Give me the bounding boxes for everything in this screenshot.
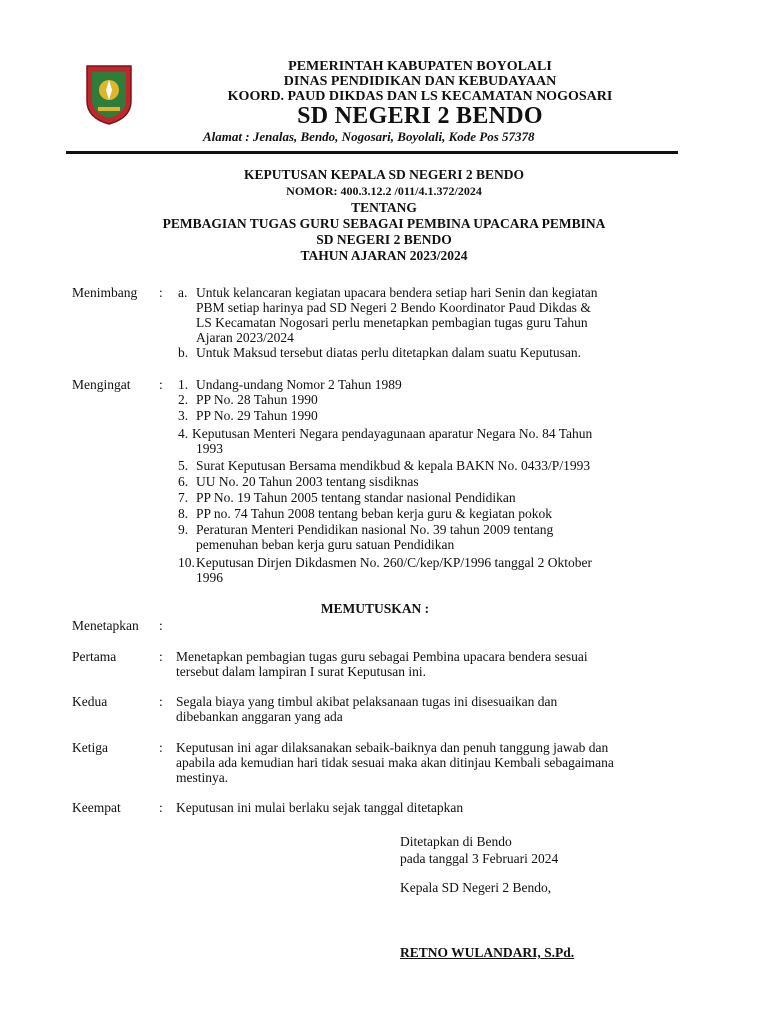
decree-subject: PEMBAGIAN TUGAS GURU SEBAGAI PEMBINA UPACARA PEMBINA: [162, 216, 606, 231]
mengingat-item-3: PP No. 29 Tahun 1990: [196, 408, 318, 423]
mengingat-item-5: Surat Keputusan Bersama mendikbud & kepala BAKN No. 0433/P/1993: [196, 458, 591, 473]
signature-date: pada tanggal 3 Februari 2024: [400, 851, 559, 866]
letterhead-divider: [66, 151, 678, 154]
mengingat-item-9: [196, 522, 658, 552]
menimbang-mark-b: b.: [178, 345, 189, 360]
decision-text-kedua: [176, 694, 698, 724]
text-line: Peraturan Menteri Pendidikan nasional No. 39 tahun 2009 tentang: [196, 522, 554, 537]
decree-subject-school: SD NEGERI 2 BENDO: [316, 232, 452, 247]
decree-title: KEPUTUSAN KEPALA SD NEGERI 2 BENDO: [244, 167, 524, 182]
mengingat-num: 7.: [178, 490, 189, 505]
mengingat-num: 2.: [178, 392, 189, 407]
mengingat-item-4: [192, 426, 659, 456]
mengingat-colon: :: [159, 377, 163, 392]
text-line: Untuk Maksud tersebut diatas perlu ditetapkan dalam suatu Keputusan.: [196, 345, 582, 360]
decree-number: NOMOR: 400.3.12.2 /011/4.1.372/2024: [286, 184, 482, 198]
text-line: Segala biaya yang timbul akibat pelaksanaan tugas ini disesuaikan dan: [176, 694, 558, 709]
menetapkan-colon: :: [159, 618, 163, 633]
menimbang-colon: :: [159, 285, 163, 300]
menimbang-item-b: [196, 345, 658, 360]
menetapkan-label: Menetapkan: [72, 618, 139, 633]
signature-place: Ditetapkan di Bendo: [400, 834, 512, 849]
text-line: tersebut dalam lampiran I surat Keputusan ini.: [176, 664, 427, 679]
decision-label-kedua: Kedua: [72, 694, 108, 709]
decision-label-pertama: Pertama: [72, 649, 117, 664]
menimbang-item-a: [196, 285, 658, 345]
text-line: LS Kecamatan Nogosari perlu menetapkan pembagian tugas guru Tahun: [196, 315, 588, 330]
menimbang-label: Menimbang: [72, 285, 138, 300]
signature-position: Kepala SD Negeri 2 Bendo,: [400, 880, 552, 895]
mengingat-item-6: UU No. 20 Tahun 2003 tentang sisdiknas: [196, 474, 419, 489]
mengingat-item-10: [196, 555, 658, 585]
letterhead-agency: DINAS PENDIDIKAN DAN KEBUDAYAAN: [283, 74, 557, 89]
mengingat-num: 3.: [178, 408, 189, 423]
text-line: Keputusan ini mulai berlaku sejak tanggal ditetapkan: [176, 800, 464, 815]
decision-label-keempat: Keempat: [72, 800, 121, 815]
decision-text-pertama: [176, 649, 698, 679]
decision-colon: :: [159, 694, 163, 709]
text-line: Untuk kelancaran kegiatan upacara bendera setiap hari Senin dan kegiatan: [196, 285, 598, 300]
letterhead-coordinator: KOORD. PAUD DIKDAS DAN LS KECAMATAN NOGOSARI: [227, 89, 613, 104]
text-line: Ajaran 2023/2024: [196, 330, 294, 345]
text-line: Keputusan Menteri Negara pendayagunaan aparatur Negara No. 84 Tahun: [192, 426, 593, 441]
decision-colon: :: [159, 649, 163, 664]
decision-text-keempat: [176, 800, 698, 815]
mengingat-item-7: PP No. 19 Tahun 2005 tentang standar nasional Pendidikan: [196, 490, 516, 505]
mengingat-num: 6.: [178, 474, 189, 489]
memutuskan-heading: MEMUTUSKAN :: [320, 601, 430, 616]
letterhead-address: Alamat : Jenalas, Bendo, Nogosari, Boyolali, Kode Pos 57378: [203, 129, 535, 144]
mengingat-num: 4.: [178, 426, 189, 441]
text-line: 1993: [196, 441, 223, 456]
mengingat-item-2: PP No. 28 Tahun 1990: [196, 392, 318, 407]
decision-text-ketiga: [176, 740, 698, 785]
letterhead-government: PEMERINTAH KABUPATEN BOYOLALI: [288, 59, 552, 74]
decree-subject-year: TAHUN AJARAN 2023/2024: [300, 248, 468, 263]
text-line: Keputusan Dirjen Dikdasmen No. 260/C/kep/KP/1996 tanggal 2 Oktober: [196, 555, 592, 570]
text-line: dibebankan anggaran yang ada: [176, 709, 343, 724]
decision-label-ketiga: Ketiga: [72, 740, 108, 755]
text-line: mestinya.: [176, 770, 229, 785]
mengingat-num: 9.: [178, 522, 189, 537]
text-line: Keputusan ini agar dilaksanakan sebaik-baiknya dan penuh tanggung jawab dan: [176, 740, 609, 755]
mengingat-num: 8.: [178, 506, 189, 521]
text-line: 1996: [196, 570, 223, 585]
mengingat-item-8: PP no. 74 Tahun 2008 tentang beban kerja guru & kegiatan pokok: [196, 506, 552, 521]
decision-colon: :: [159, 800, 163, 815]
text-line: Menetapkan pembagian tugas guru sebagai Pembina upacara bendera sesuai: [176, 649, 588, 664]
menimbang-mark-a: a.: [178, 285, 188, 300]
decision-colon: :: [159, 740, 163, 755]
text-line: pemenuhan beban kerja guru satuan Pendidikan: [196, 537, 455, 552]
mengingat-item-1: Undang-undang Nomor 2 Tahun 1989: [196, 377, 402, 392]
text-line: PBM setiap harinya pad SD Negeri 2 Bendo Koordinator Paud Dikdas &: [196, 300, 591, 315]
decree-tentang: TENTANG: [351, 200, 417, 215]
mengingat-num: 1.: [178, 377, 189, 392]
mengingat-num: 5.: [178, 458, 189, 473]
mengingat-num: 10.: [178, 555, 195, 570]
signature-name: RETNO WULANDARI, S.Pd.: [400, 945, 575, 960]
text-line: apabila ada kemudian hari tidak sesuai maka akan ditinjau Kembali sebagaimana: [176, 755, 614, 770]
letterhead-school-name: SD NEGERI 2 BENDO: [297, 103, 543, 129]
mengingat-label: Mengingat: [72, 377, 131, 392]
district-logo-icon: [84, 63, 134, 126]
